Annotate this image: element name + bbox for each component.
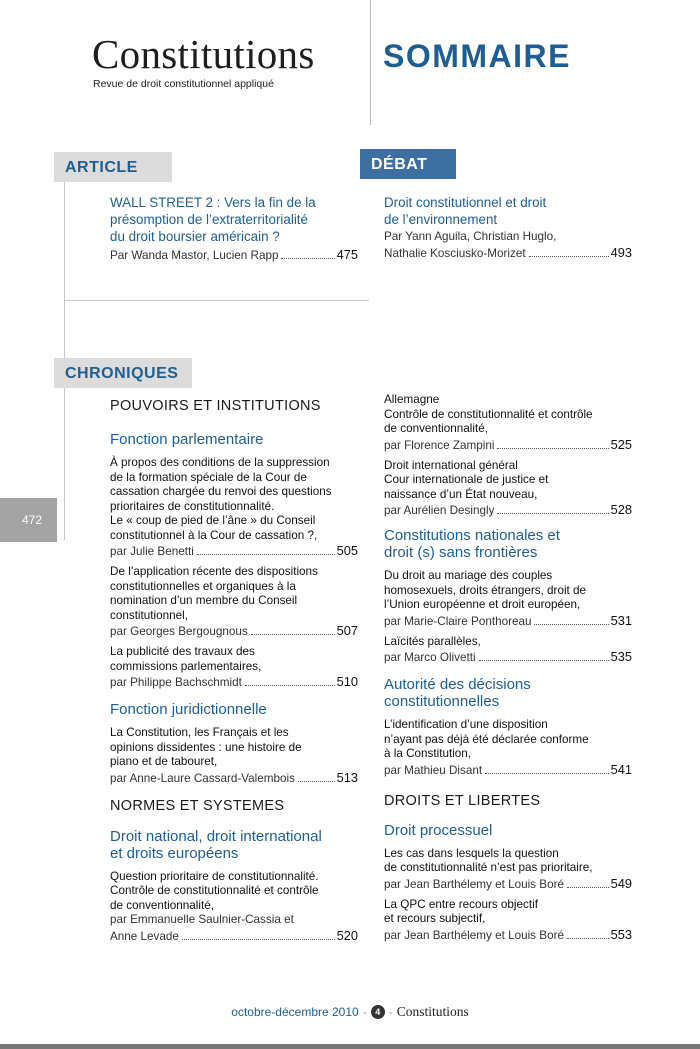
item-text: La Constitution, les Français et les [110, 726, 289, 739]
masthead-divider [370, 0, 371, 125]
article-page: 475 [336, 247, 358, 262]
sommaire-heading: SOMMAIRE [383, 38, 571, 74]
item-page: 553 [610, 926, 632, 942]
item-text: Contrôle de constitutionnalité et contrôle [110, 884, 319, 897]
item-page: 535 [610, 649, 632, 664]
item-author: par Jean Barthélemy et Louis Boré [384, 877, 564, 891]
item-author: par Marco Olivetti [384, 651, 476, 664]
debat-title-line: de l’environnement [384, 212, 498, 227]
item-text: de constitutionnalité n’est pas prioritaire, [384, 861, 593, 874]
leader-dots [485, 773, 609, 774]
article-author: Par Wanda Mastor, Lucien Rapp [110, 249, 279, 262]
item-text: de conventionnalité, [110, 898, 214, 912]
item-author: Anne Levade [110, 929, 179, 943]
item-text: à la Constitution, [384, 747, 472, 760]
item-author: par Emmanuelle Saulnier-Cassia et [110, 913, 294, 926]
subheading-line: droit (s) sans frontières [384, 544, 538, 561]
chroniques-left-column [110, 398, 358, 944]
leader-dots [245, 685, 335, 686]
list-item[interactable] [384, 718, 632, 778]
masthead-title: Constitutions [92, 31, 315, 77]
subheading-fonction-juridictionnelle: Fonction juridictionnelle [110, 701, 267, 718]
article-tab: ARTICLE [54, 152, 172, 182]
leader-dots [497, 448, 608, 449]
debat-entry[interactable] [384, 194, 632, 261]
leader-dots [567, 938, 609, 939]
item-page: 520 [336, 927, 358, 943]
item-text: Le « coup de pied de l’âne » du Conseil [110, 514, 316, 527]
subheading-line: Autorité des décisions [384, 676, 531, 693]
item-page: 525 [610, 436, 632, 452]
item-text: n’ayant pas déjà été déclarée conforme [384, 732, 589, 746]
item-text: prioritaires de constitutionnalité. [110, 499, 275, 513]
leader-dots [534, 624, 608, 625]
subheading-droit-processuel: Droit processuel [384, 821, 493, 839]
subheading-line: Constitutions nationales et [384, 527, 560, 544]
item-page: 541 [610, 761, 632, 777]
list-item[interactable] [110, 565, 358, 639]
item-text: Allemagne [384, 393, 440, 406]
subheading-line: constitutionnelles [384, 693, 500, 710]
item-page: 513 [336, 769, 358, 785]
item-text: de conventionnalité, [384, 422, 488, 435]
item-text: de la formation spéciale de la Cour de [110, 470, 307, 484]
article-title-line: du droit boursier américain ? [110, 229, 280, 244]
footer-separator: - [388, 1005, 393, 1019]
list-item[interactable] [384, 459, 632, 519]
item-text: De l’application récente des dispositions [110, 565, 318, 578]
list-item[interactable] [384, 635, 632, 666]
item-page: 549 [610, 875, 632, 891]
item-page: 505 [336, 543, 358, 558]
list-item[interactable] [110, 645, 358, 690]
item-author: par Anne-Laure Cassard-Valembois [110, 771, 295, 785]
list-item[interactable] [384, 569, 632, 629]
list-item[interactable] [110, 456, 358, 559]
leader-dots [281, 258, 334, 259]
list-item[interactable] [110, 726, 358, 786]
subheading-autorite [384, 676, 632, 710]
list-item[interactable] [384, 393, 632, 453]
debat-author-line: Nathalie Kosciusko-Morizet [384, 246, 526, 260]
article-entry[interactable] [110, 194, 358, 263]
item-text: L’identification d’une disposition [384, 718, 548, 731]
leader-dots [197, 554, 335, 555]
item-author: par Georges Bergougnous [110, 625, 248, 638]
item-text: constitutionnelles et organiques à la [110, 579, 296, 593]
leader-dots [567, 887, 609, 888]
category-droits: DROITS ET LIBERTES [384, 792, 541, 809]
item-text: naissance d’un État nouveau, [384, 487, 538, 501]
leader-dots [479, 660, 609, 661]
masthead-subtitle: Revue de droit constitutionnel appliqué [93, 78, 274, 90]
chroniques-right-column [384, 393, 632, 943]
item-page: 531 [610, 612, 632, 628]
subheading-fonction-parlementaire: Fonction parlementaire [110, 431, 264, 448]
item-text: nomination d’un membre du Conseil [110, 594, 298, 607]
item-text: homosexuels, droits étrangers, droit de [384, 583, 587, 597]
item-text: piano et de tabouret, [110, 755, 218, 768]
item-text: Contrôle de constitutionnalité et contrôle [384, 407, 593, 421]
item-text: cassation chargée du renvoi des questions [110, 485, 332, 498]
item-author: par Aurélien Desingly [384, 504, 495, 517]
item-text: Question prioritaire de constitutionnalité. [110, 869, 319, 883]
issue-number: 4 [371, 1005, 385, 1019]
item-author: par Marie-Claire Ponthoreau [384, 614, 532, 628]
item-text: et recours subjectif, [384, 912, 486, 925]
item-text: l’Union européenne et droit européen, [384, 598, 581, 611]
article-title-line: WALL STREET 2 : Vers la fin de la [110, 195, 316, 210]
debat-title-line: Droit constitutionnel et droit [384, 195, 547, 210]
footer-period: octobre-décembre 2010 [231, 1005, 359, 1019]
subheading-droit-national [110, 828, 358, 862]
bottom-edge [0, 1044, 700, 1049]
leader-dots [497, 513, 608, 514]
item-text: constitutionnel, [110, 608, 188, 622]
category-normes: NORMES ET SYSTEMES [110, 797, 285, 814]
category-pouvoirs: POUVOIRS ET INSTITUTIONS [110, 398, 321, 414]
item-author: par Mathieu Disant [384, 763, 483, 777]
subheading-constitutions-nationales [384, 527, 632, 561]
article-bottom-line [64, 300, 369, 301]
debat-tab: DÉBAT [360, 149, 456, 179]
item-author: par Julie Benetti [110, 545, 194, 558]
list-item[interactable] [384, 847, 632, 892]
item-text: La publicité des travaux des [110, 645, 255, 658]
item-text: Du droit au mariage des couples [384, 569, 553, 582]
item-text: Droit international général [384, 458, 518, 472]
list-item[interactable] [110, 870, 358, 944]
leader-dots [182, 939, 335, 940]
item-text: Cour internationale de justice et [384, 473, 549, 486]
item-text: La QPC entre recours objectif [384, 897, 538, 911]
item-text: commissions parlementaires, [110, 659, 262, 673]
item-page: 507 [336, 623, 358, 638]
footer-separator: - [362, 1005, 367, 1019]
footer-revue: Constitutions [396, 1004, 469, 1019]
item-text: Laïcités parallèles, [384, 634, 481, 648]
chroniques-tab: CHRONIQUES [54, 358, 192, 388]
article-title-line: présomption de l’extraterritorialité [110, 212, 308, 227]
item-author: par Florence Zampini [384, 438, 495, 452]
list-item[interactable] [384, 898, 632, 943]
page-number-tab: 472 [0, 498, 57, 542]
item-text: constitutionnel à la Cour de cassation ?, [110, 528, 318, 542]
subheading-line: et droits européens [110, 844, 239, 862]
debat-page: 493 [610, 244, 632, 260]
subheading-line: Droit national, droit international [110, 827, 322, 845]
item-text: À propos des conditions de la suppression [110, 456, 330, 469]
item-author: par Philippe Bachschmidt [110, 676, 242, 689]
item-author: par Jean Barthélemy et Louis Boré [384, 928, 564, 942]
item-text: opinions dissidentes : une histoire de [110, 740, 302, 754]
leader-dots [529, 256, 609, 257]
item-page: 528 [610, 502, 632, 517]
debat-author-line: Par Yann Aguila, Christian Huglo, [384, 230, 557, 243]
leader-dots [298, 781, 335, 782]
item-text: Les cas dans lesquels la question [384, 846, 559, 860]
leader-dots [251, 634, 335, 635]
item-page: 510 [336, 674, 358, 689]
footer [0, 1004, 700, 1020]
